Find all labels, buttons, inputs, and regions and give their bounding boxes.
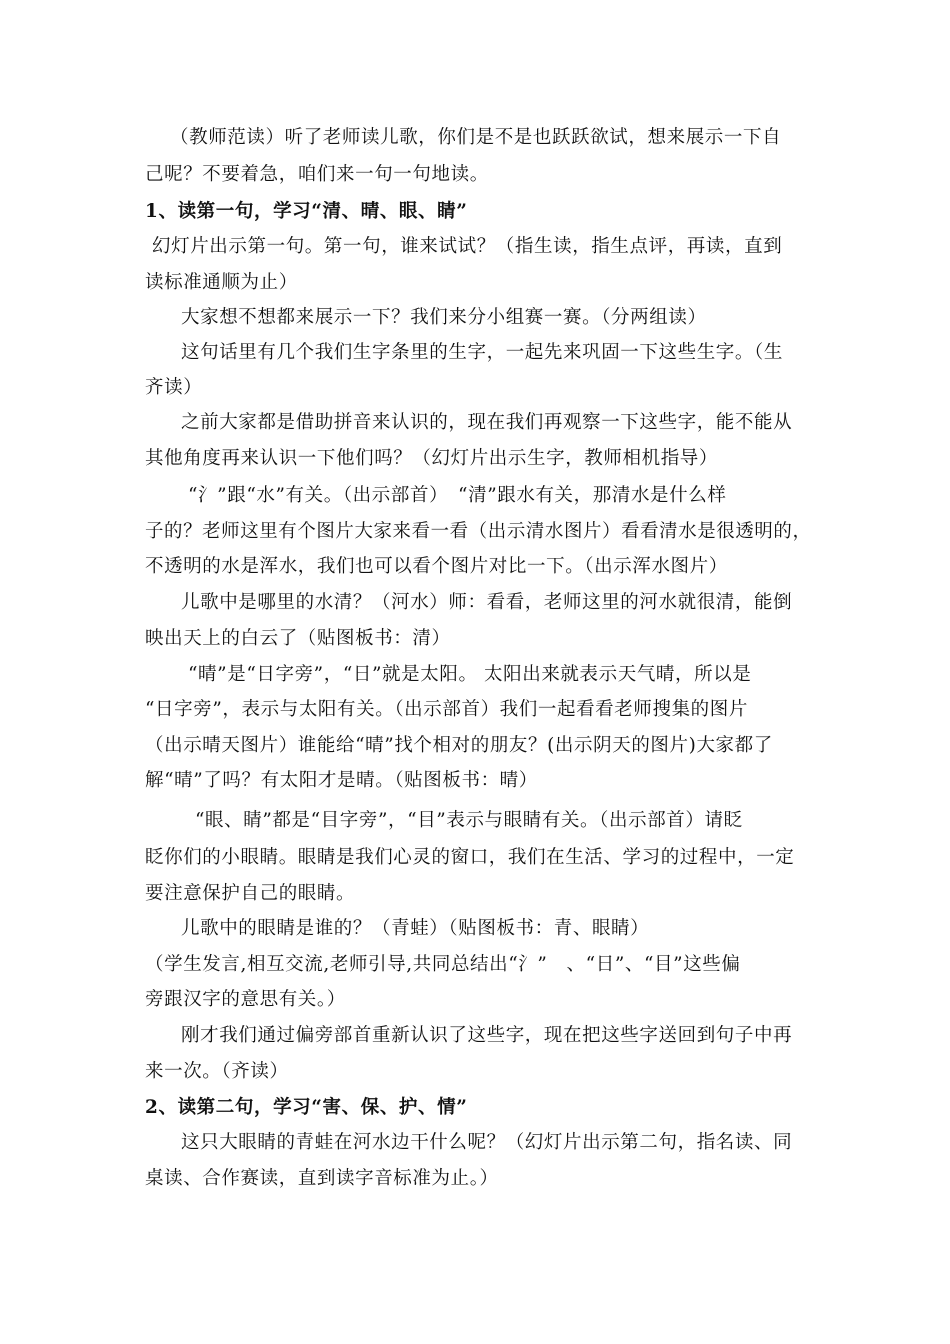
paragraph-line: 桌读、合作赛读，直到读字音标准为止。） <box>145 1168 499 1189</box>
paragraph-line: 齐读） <box>145 377 203 398</box>
paragraph-line: 其他角度再来认识一下他们吗？（幻灯片出示生字，教师相机指导） <box>145 448 719 469</box>
paragraph-line: “日字旁”，表示与太阳有关。（出示部首）我们一起看看老师搜集的图片 <box>145 699 748 720</box>
paragraph-line: “眼、睛”都是“目字旁”，“目”表示与眼睛有关。（出示部首）请眨 <box>195 810 743 831</box>
paragraph-line: （学生发言,相互交流,老师引导,共同总结出“氵” 、“日”、“目”这些偏 <box>145 954 741 975</box>
paragraph-line: 读标准通顺为止） <box>145 272 298 293</box>
paragraph-line: 刚才我们通过偏旁部首重新认识了这些字，现在把这些字送回到句子中再 <box>181 1025 793 1046</box>
section-heading: 1、读第一句，学习“清、晴、眼、睛” <box>145 201 468 222</box>
paragraph-line: 儿歌中是哪里的水清？（河水）师：看看，老师这里的河水就很清，能倒 <box>181 592 793 613</box>
paragraph-line: 这句话里有几个我们生字条里的生字，一起先来巩固一下这些生字。（生 <box>181 342 783 363</box>
paragraph-line: 子的？老师这里有个图片大家来看一看（出示清水图片）看看清水是很透明的， <box>145 521 812 542</box>
paragraph-line: 不透明的水是浑水，我们也可以看个图片对比一下。（出示浑水图片） <box>145 556 728 577</box>
paragraph-line: “晴”是“日字旁”，“日”就是太阳。 太阳出来就表示天气晴，所以是 <box>188 664 752 685</box>
paragraph-line: 之前大家都是借助拼音来认识的，现在我们再观察一下这些字，能不能从 <box>181 412 793 433</box>
paragraph-line: （出示晴天图片）谁能给“晴”找个相对的朋友？(出示阴天的图片)大家都了 <box>145 735 773 756</box>
paragraph-line: “氵”跟“水”有关。（出示部首） “清”跟水有关，那清水是什么样 <box>188 485 727 506</box>
paragraph-line: 幻灯片出示第一句。第一句，谁来试试？（指生读，指生点评，再读，直到 <box>152 236 783 257</box>
paragraph-line: 旁跟汉字的意思有关。） <box>145 989 346 1010</box>
paragraph-line: 大家想不想都来展示一下？我们来分小组赛一赛。（分两组读） <box>181 307 707 328</box>
section-heading: 2、读第二句，学习“害、保、护、情” <box>145 1097 468 1118</box>
paragraph-line: （教师范读）听了老师读儿歌，你们是不是也跃跃欲试，想来展示一下自 <box>170 127 782 148</box>
paragraph-line: 映出天上的白云了（贴图板书：清） <box>145 628 451 649</box>
paragraph-line: 来一次。（齐读） <box>145 1061 289 1082</box>
paragraph-line: 要注意保护自己的眼睛。 <box>145 883 356 904</box>
paragraph-line: 儿歌中的眼睛是谁的？（青蛙）（贴图板书：青、眼睛） <box>181 918 650 939</box>
paragraph-line: 解“晴”了吗？有太阳才是晴。（贴图板书：晴） <box>145 770 538 791</box>
paragraph-line: 己呢？不要着急，咱们来一句一句地读。 <box>145 164 489 185</box>
paragraph-line: 这只大眼睛的青蛙在河水边干什么呢？（幻灯片出示第二句，指名读、同 <box>181 1132 793 1153</box>
paragraph-line: 眨你们的小眼睛。眼睛是我们心灵的窗口，我们在生活、学习的过程中，一定 <box>145 847 795 868</box>
